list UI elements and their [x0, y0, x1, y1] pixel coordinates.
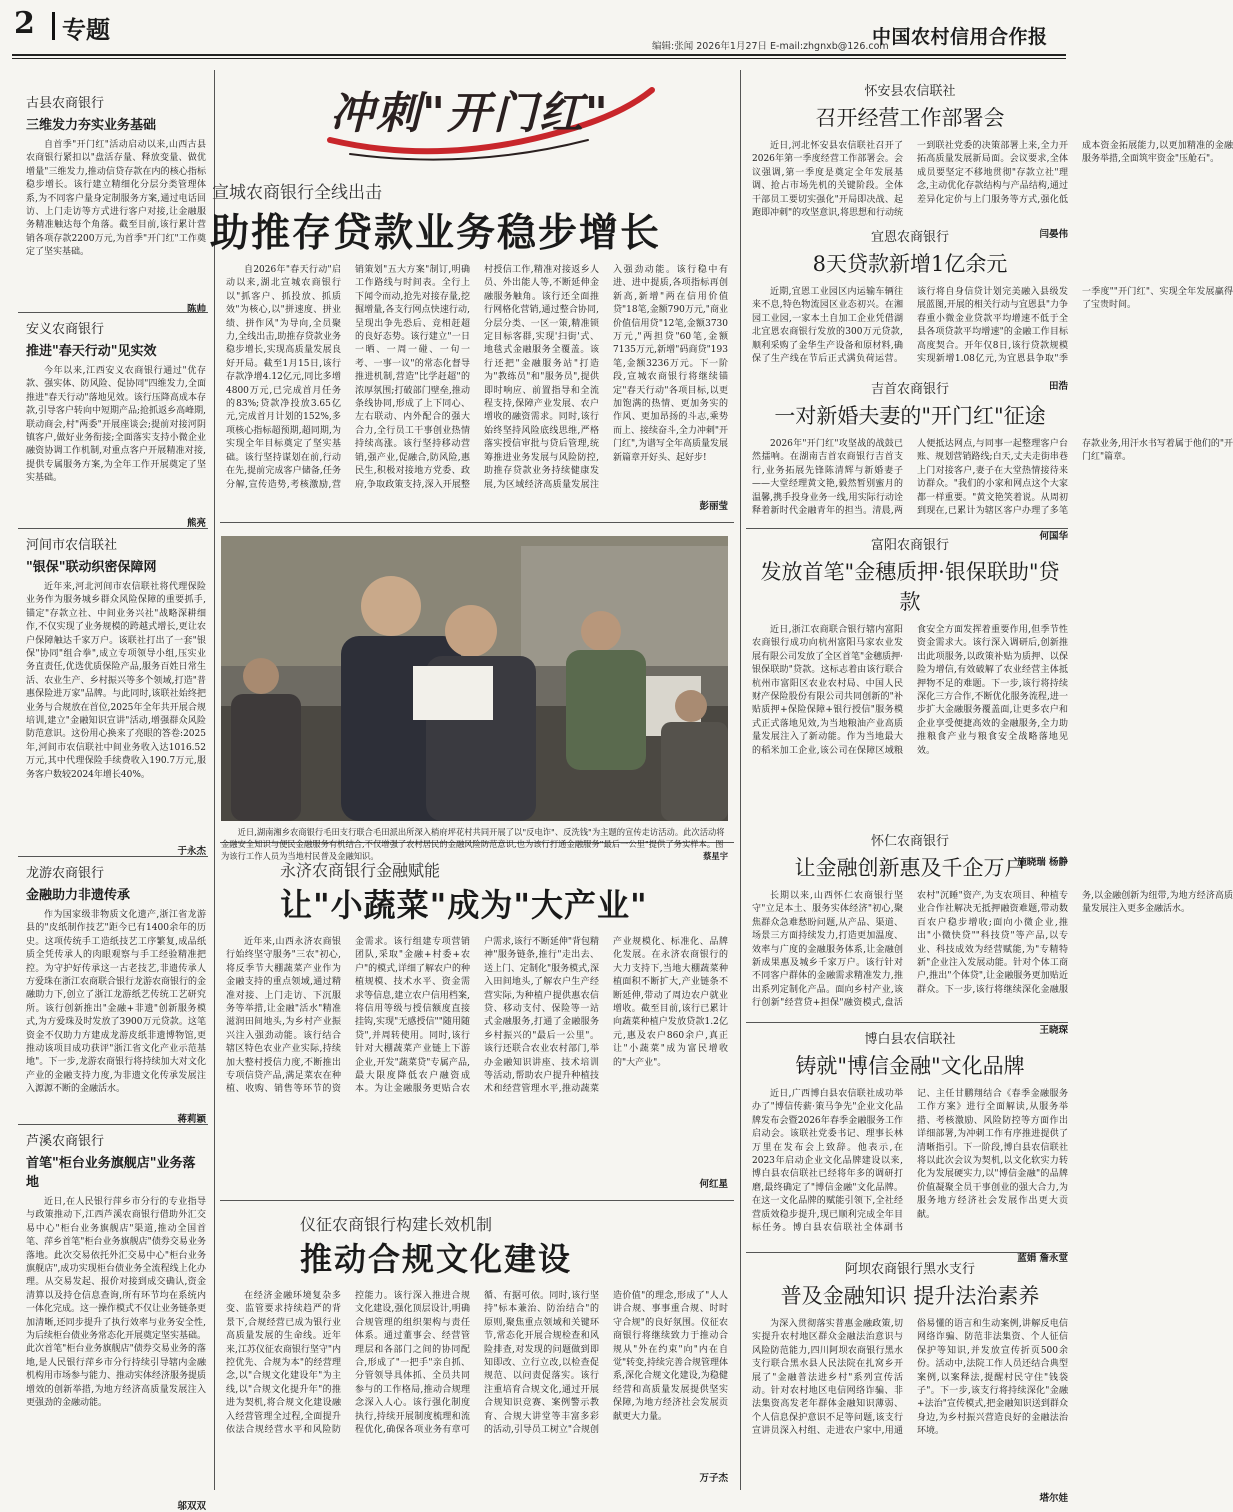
story-byline: 闫晏伟 [1039, 229, 1068, 240]
photo-byline: 蔡星宇 [703, 851, 728, 861]
left-divider-3 [18, 856, 208, 857]
story-headline: "银保"联动织密保障网 [26, 560, 157, 575]
story-kicker: 古县农商银行 [26, 96, 105, 111]
right-story-3 [752, 378, 1233, 542]
middle-story-byline: 何红星 [699, 1179, 728, 1190]
main-story-body: 自2026年"春天行动"启动以来,湖北宣城农商银行以"抓客户、抓投放、抓质效"为核心,以"拼速度、拼业绩、拼作风"为导向,全员聚力,全线出击,助推存贷款业务稳步增长,实现高质量发展良好开局。截至1月15日,该行存款净增4.12亿元,同比多增4800万元,已完成首月任务的83%;贷款净投放3.65亿元,完成首月计划的152%,多项核心指标超预期,超同期,为实现全年目标奠定了坚实基础。该行坚持谋划在前,行动在先,提前完成客户储备,任务分解,宣传造势,考核激励,营销策划"五大方案"制订,明确工作路线与时间表。全行上下闻令而动,抢先对接存量,挖掘增量,各支行网点快速行动,呈现出争先恐后、竞相赶超的良好态势。该行建立"一日一晒、一周一碰、一旬一考、一事一议"的常态化督导推进机制,营造"比学赶超"的浓厚氛围;打破部门壁垒,推动条线协同,形成了上下同心、左右联动、内外配合的强大合力,全行员工干事创业热情持续高涨。该行坚持移动营销,强产业,促融合,防风险,惠民生,积极对接地方党委、政府,争取政策支持,深入开展整村授信工作,精准对接返乡人员、外出能人等,不断延伸金融服务触角。该行还全面推行网格化营销,通过整合协同,分层分类、一区一策,精准锁定目标客群,实现'扫街'式、地毯式金融服务全覆盖。该行还把"金融服务站"打造为"教练员"和"服务员",提供即时响应、前置指导和全流程支持,保障产业发展、农户增收的融资需求。同时,该行始终坚持风险底线思维,严格落实授信审批与贷后管理,统筹推进业务发展与风险防控,助推存贷款业务持续健康发展,为区域经济高质量发展注入强劲动能。该行稳中有进、进中提质,各项指标再创新高,新增"两在信用价值贷"18笔,金额790万元,"商业价值信用贷"12笔,金额3730万元,"两担贷"60笔,金额7135万元,新增"码商贷"193笔,金额3236万元。下一阶段,宣城农商银行将继续锚定"春天行动"各项目标,以更加饱满的热情、更加务实的作风、更加昂扬的斗志,乘势而上、接续奋斗,全力冲刺"开门红",为谱写全年高质量发展新篇章开好头、起好步! [226, 265, 729, 490]
header-rule-thin [12, 58, 1066, 59]
right-column-rule [740, 70, 741, 1490]
story-kicker: 宜恩农商银行 [870, 230, 949, 245]
story-body: 自首季"开门红"活动启动以来,山西古县农商银行紧扣以"盘活存量、释放变量、做优增量"三维发力,推动信贷存款在内的核心指标稳步增长。该行建立精细化分层分类管理体系,为不同客户量身定制服务方案,通过电话回访、上门走访等方式进行客户对接,让金融服务精准触达每个角落。截至目前,该行累计营销各项存款2200万元,为首季"开门红"工作奠定了坚实基础。 [26, 140, 206, 258]
left-story-1 [26, 92, 206, 315]
story-kicker: 吉首农商银行 [870, 382, 949, 397]
banner-title: 冲刺"开门红" [330, 88, 610, 139]
right-story-6 [752, 1028, 1068, 1264]
main-headline: 助推存贷款业务稳步增长 [210, 210, 662, 256]
middle-story-body: 近年来,山西永济农商银行始终坚守服务"三农"初心,将反季节大棚蔬菜产业作为金融支持的重点领域,通过精准对接、上门走访、下沉服务等举措,让金融"活水"精准滋润田间地头,为乡村产业振兴注入强劲动能。该行结合辖区特色农业产业实际,持续加大整村授信力度,不断推出专项信贷产品,满足菜农在种植、收购、销售等环节的资金需求。该行组建专项营销团队,采取"金融+村委+农户"的模式,详细了解农户的种植规模、技术水平、资金需求等信息,建立农户信用档案,将信用等级与授信额度直接挂钩,实现"无感授信""随用随贷",并周转使用。同时,该行针对大棚蔬菜产业链上下游企业,开发"蔬菜贷"专属产品,最大限度降低农户融资成本。为让金融服务更贴合农户需求,该行不断延伸"背包精神"服务链条,推行"走出去、送上门、定制化"服务模式,深入田间地头,了解农户生产经营实际,为种植户提供惠农信贷、移动支付、保险等一站式金融服务,打通了金融服务乡村振兴的"最后一公里"。该行还联合农业农村部门,举办金融知识讲座、技术培训等活动,帮助农户提升种植技术和经营管理水平,推动蔬菜产业规模化、标准化、品牌化发展。在永济农商银行的大力支持下,当地大棚蔬菜种植面积不断扩大,产业链条不断延伸,带动了周边农户就业增收。截至目前,该行已累计向蔬菜种植户发放贷款1.2亿元,惠及农户860余户,真正让"小蔬菜"成为富民增收的"大产业"。 [226, 937, 728, 1095]
story-kicker: 安义农商银行 [26, 322, 105, 337]
story-body: 近日,浙江农商联合银行辖内富阳农商银行成功向杭州富阳马家农业发展有限公司发放了全区首笔"金穗质押·银保联助"贷款。这标志着由该行联合杭州市富阳区农业农村局、中国人民财产保险股份有限公司共同创新的"补贴质押+保险保障+银行授信"服务模式正式落地见效,为当地粮油产业高质量发展注入了新动能。作为当地最大的稻米加工企业,该公司在保障区域粮食安全方面发挥着重要作用,但季节性资金需求大。该行深入调研后,创新推出此项服务,以政策补贴为质押、以保险为增信,有效破解了农业经营主体抵押物不足的难题。下一步,该行将持续深化三方合作,不断优化服务流程,进一步扩大金融服务覆盖面,让更多农户和企业享受便捷高效的金融服务,全力助推粮食产业与粮食安全战略落地见效。 [752, 625, 1068, 756]
story-body: 近日,河北怀安县农信联社召开了2026年第一季度经营工作部署会。会议强调,第一季度是奠定全年发展基调、抢占市场先机的关键阶段。全体干部员工要切实强化"开局即决战、起跑即冲刺"的攻坚意识,将思想和行动统一到联社党委的决策部署上来,全力开拓高质量发展新局面。会议要求,全体成员要坚定不移地贯彻"存款立社"理念,主动优化存款结构与产品结构,通过差异化定价与上门服务等方式,强化低成本资金拓展能力,以更加精准的金融服务举措,全面筑牢资金"压舱石"。 [752, 141, 1233, 219]
middle-kicker: 永济农商银行金融赋能 [280, 861, 441, 880]
story-kicker: 怀仁农商银行 [870, 834, 949, 849]
left-divider-4 [18, 1124, 208, 1125]
story-kicker: 芦溪农商银行 [26, 1134, 105, 1149]
story-byline: 田浩 [1048, 381, 1068, 392]
story-kicker: 河间市农信联社 [26, 538, 118, 553]
story-body: 长期以来,山西怀仁农商银行坚守"立足本土、服务实体经济"初心,聚焦群众急难愁盼问题,从产品、渠道、场景三方面持续发力,打造更加温度、效率与广度的金融服务体系,让金融创新成果惠及城乡千家万户。该行针对不同客户群体的金融需求精准发力,推出系列定制化产品。面向乡村产业,该行创新"经营贷+担保"融资模式,盘活农村"沉睡"资产,为支农项目、种植专业合作社解决无抵押融资难题,带动数百农户稳步增收;面向小微企业,推出"小微快贷""科技贷"等产品,以专业、科技成效为经营赋能,为"专精特新"企业注入发展动能。针对个体工商户,推出"个体贷",让金融服务更加贴近群众。下一步,该行将继续深化金融服务,以金融创新为纽带,为地方经济高质量发展注入更多金融活水。 [752, 891, 1233, 1009]
story-headline: 一对新婚夫妻的"开门红"征途 [774, 404, 1046, 428]
story-body: 作为国家级非物质文化遗产,浙江省龙游县的"皮纸制作技艺"距今已有1400余年的历史。这项传统手工造纸技艺工序繁复,成品纸质全凭传承人的肉眼观察与手工经验精准把控。为守护好传承这一古老技艺,非遗传承人方爱珠在浙江农商联合银行龙游农商银行的金融助力下,创立了浙江龙游纸艺传统工艺研究所。该行创新推出"金融+非遗"创新服务模式,为方爱珠及时发放了3900万元贷款。这笔资金不仅助力方建成龙游皮纸非遗博物馆,更推动该项目成功获评"浙江省文化产业示范基地"。下一步,龙游农商银行将持续加大对文化产业的金融支持力度,为非遗文化传承发展注入源源不断的金融活水。 [26, 910, 207, 1095]
left-story-3 [26, 534, 206, 857]
photo-illustration [221, 536, 728, 821]
bottom-story [226, 1290, 728, 1488]
page-number: 2 [14, 6, 35, 41]
right-divider-2 [746, 1022, 1068, 1023]
story-headline: 金融助力非遗传承 [26, 888, 131, 903]
story-byline: 熊亮 [186, 518, 206, 529]
page-header [0, 0, 1078, 62]
middle-headline: 让"小蔬菜"成为"大产业" [280, 886, 648, 924]
middle-story [226, 936, 728, 1194]
right-divider-3 [746, 1252, 1068, 1253]
left-column-rule [214, 70, 215, 1490]
story-headline: 发放首笔"金穗质押·银保联助"贷款 [760, 560, 1060, 614]
story-body: 近年来,河北河间市农信联社将代理保险业务作为服务城乡群众风险保障的重要抓手,锚定"存款立社、中间业务兴社"战略深耕细作,不仅实现了业务规模的跨越式增长,更让农户保障触达千家万户。该联社打出了一套"银保"协同"组合拳",成立专项领导小组,压实业务直责任,优选优质保险产品,服务百姓日常生活、农业生产、乡村振兴等多个领域,打造"普惠保险进万家"品牌。与此同时,该联社始终把业务与合规放在首位,2025年全年共开展合规培训,建立"金融知识宣讲"活动,增强群众风险防范意识。这份用心换来了亮眼的答卷:2025年,河间市农信联社中间业务收入达1016.52万元,其中代理保险手续费收入190.7万元,服务客户数较2024年增长40%。 [26, 582, 206, 780]
story-headline: 首笔"柜台业务旗舰店"业务落地 [26, 1156, 196, 1190]
story-byline: 陈帅 [186, 304, 206, 315]
left-divider-2 [18, 528, 208, 529]
story-byline: 施晓瑞 杨静 [1017, 857, 1068, 868]
photo-caption-text: 近日,湖南湘乡农商银行毛田支行联合毛田派出所深入梢府坪花村共同开展了以"反电诈"、反洗钱"为主题的宣传走访活动。此次活动将金融安全知识与便民金融服务有机结合,不仅增强了农村居民的金融风险防范意识,也为该行打通金融服务"最后一公里"提供了务实样本。图为该行工作人员为当地村民普及金融知识。 [221, 827, 725, 861]
editor-line: 编辑:张闻 2026年1月27日 E-mail:zhgnxb@126.com [652, 41, 889, 52]
banner-logo [320, 70, 660, 174]
story-byline: 蓝娟 詹永堂 [1017, 1253, 1068, 1264]
bottom-story-byline: 万子杰 [699, 1473, 728, 1484]
main-story [226, 264, 728, 516]
photo-caption [221, 826, 728, 862]
main-story-bottom-rule [220, 522, 734, 523]
page-number-divider [52, 12, 55, 40]
story-headline: 召开经营工作部署会 [815, 106, 1005, 130]
story-byline: 王晓琛 [1039, 1025, 1068, 1036]
story-byline: 邬双双 [177, 1501, 206, 1512]
story-headline: 三维发力夯实业务基础 [26, 118, 157, 133]
story-headline: 推进"春天行动"见实效 [26, 344, 157, 359]
story-kicker: 富阳农商银行 [870, 538, 949, 553]
main-story-byline: 彭丽莹 [699, 501, 728, 512]
story-kicker: 博白县农信联社 [864, 1032, 956, 1047]
left-story-2 [26, 318, 206, 529]
right-divider-1 [746, 528, 1068, 529]
right-story-7 [752, 1258, 1068, 1504]
story-body: 2026年"开门红"攻坚战的战鼓已然擂响。在湖南吉首农商银行吉首支行,业务拓展先锋陈清辉与新婚妻子——大堂经理黄文艳,毅然暂别蜜月的温馨,携手投身业务一线,用实际行动诠释着新时代金融青年的担当。清晨,两人便抵达网点,与同事一起整理客户台账、规划营销路线;白天,丈夫走街串巷上门对接客户,妻子在大堂热情接待来访群众。"我们的小家和网点这个大家都一样重要。"黄文艳笑着说。从周初到现在,已累计为辖区客户办理了多笔存款业务,用汗水书写着属于他们的"开门红"篇章。 [752, 439, 1233, 517]
story-byline: 何国华 [1039, 531, 1068, 542]
story-byline: 于永杰 [177, 846, 206, 857]
story-kicker: 龙游农商银行 [26, 866, 105, 881]
header-rule-thick [12, 54, 1066, 56]
bottom-kicker: 仪征农商银行构建长效机制 [300, 1215, 493, 1234]
newspaper-name: 中国农村信用合作报 [872, 26, 1048, 48]
banner-swoosh-graphic [320, 70, 660, 174]
story-body: 今年以来,江西安义农商银行通过"优存款、强实体、防风险、促协同"四维发力,全面推进"春天行动"落地见效。该行压降高成本存款,引导客户转向中短期产品;抢抓返乡高峰期,联动商会,村"两委"开展座谈会;提前对接河阴镇客户,做好业务衔接;全面落实支持小微企业融资协调工作机制,对重点客户开展精准对接,提供专属服务方案,为全年工作开展奠定了坚实基础。 [26, 366, 206, 484]
story-byline: 塔尔娃 [1039, 1493, 1068, 1504]
bottom-story-body: 在经济金融环境复杂多变、监管要求持续趋严的背景下,合规经营已成为银行业高质量发展的生命线。近年来,江苏仪征农商银行坚守"内控优先、合规为本"的经营理念,以"合规文化建设年"为主线,以"合规文化提升年"的推进为契机,将合规文化建设融入经营管理全过程,全面提升依法合规经营水平和风险防控能力。该行深入推进合规文化建设,强化顶层设计,明确合规管理的组织架构与责任体系。通过董事会、经营管理层和各部门之间的协同配合,形成了"一把手"亲自抓、分管领导具体抓、全员共同参与的工作格局,推动合规理念深入人心。该行强化制度执行,持续开展制度梳理和流程优化,确保各项业务有章可循、有据可依。同时,该行坚持"标本兼治、防治结合"的原则,聚焦重点领域和关键环节,常态化开展合规检查和风险排查,对发现的问题做到即知即改、立行立改,以检查促规范、以问责促落实。该行注重培育合规文化,通过开展合规知识竞赛、案例警示教育、合规大讲堂等丰富多彩的活动,引导员工树立"合规创造价值"的理念,形成了"人人讲合规、事事重合规、时时守合规"的良好氛围。仪征农商银行将继续致力于推动合规从"外在约束"向"内在自觉"转变,持续完善合规管理体系,深化合规文化建设,为稳健经营和高质量发展提供坚实保障,为地方经济社会发展贡献更大力量。 [226, 1291, 729, 1436]
story-headline: 让金融创新惠及千企万户 [794, 856, 1026, 880]
news-photo [221, 536, 728, 821]
main-kicker: 宣城农商银行全线出击 [212, 183, 382, 203]
left-story-5 [26, 1130, 207, 1512]
story-headline: 普及金融知识 提升法治素养 [780, 1284, 1040, 1308]
left-divider-1 [18, 312, 208, 313]
story-kicker: 怀安县农信联社 [864, 84, 956, 99]
story-byline: 蒋莉颖 [177, 1114, 206, 1125]
story-headline: 8天贷款新增1亿余元 [812, 252, 1008, 276]
story-headline: 铸就"博信金融"文化品牌 [795, 1054, 1025, 1078]
section-title: 专题 [62, 16, 110, 44]
story-body: 近日,广西博白县农信联社成功举办了"博信传薪·策马争先"企业文化品牌发布会暨2026年春季金融服务工作启动会。该联社党委书记、理事长林万里在发布会上致辞。他表示,在2023年启动企业文化品牌建设以来,博白县农信联社已经将年多的调研打磨,最终确定了"博信金融"文化品牌。在这一文化品牌的赋能引领下,全社经营质效稳步提升,现已顺利完成全年目标任务。博白县农信联社全体副书记、主任甘鹏翔结合《春季金融服务工作方案》进行全面解读,从服务举措、考核激励、风险防控等方面作出详细部署,为冲刺工作有序推进提供了清晰指引。下一阶段,博白县农信联社将以此次会议为契机,以文化软实力转化为发展硬实力,以"博信金融"的品牌价值凝聚全员干事创业的强大合力,为服务地方经济社会发展作出更大贡献。 [752, 1089, 1068, 1234]
middle-story-bottom-rule [220, 1200, 734, 1201]
right-story-5 [752, 830, 1233, 1036]
left-story-4 [26, 862, 207, 1125]
story-body: 近日,在人民银行萍乡市分行的专业指导与政策推动下,江西芦溪农商银行借助外汇交易中心"柜台业务旗舰店"渠道,推动全国首笔、萍乡首笔"柜台业务旗舰店"债券交易业务落地。此次交易依托外汇交易中心"柜台业务旗舰店",成功实现柜台债业务全流程线上化办理。从交易发起、报价对接到成交确认,资金清算以及持仓信息查询,所有环节均在系统内一体化完成。这一操作模式不仅让业务链条更加清晰,还同步提升了执行效率与业务安全性,为后续柜台债业务常态化开展奠定坚实基础。此次首笔"柜台业务旗舰店"债券交易业务的落地,是人民银行萍乡市分行持续引导辖内金融机构用市场参与能力、推动实体经济服务提质增效的创新举措,为地方经济高质量发展注入更强劲的金融动能。 [26, 1197, 207, 1409]
story-body: 近期,宜恩工业园区内运输车辆往来不息,特色物流园区业态初兴。在湘园工业园,一家本土自加工企业凭借湖北宜恩农商银行发放的300万元贷款,顺利采购了金华生产设备和原材料,确保了生产线在节后正式满负荷运营。该行将自身信贷计划完美融入县级发展蓝图,开展的相关行动与宜恩县"力争春重小微金业贷款平均增速不低于全县各项贷款平均增速"的金融工作目标高度契合。开年仅8日,该行贷款规模实现新增1.08亿元,为宜恩县争取"季一季度""开门红"、实现全年发展赢得了宝贵时间。 [752, 287, 1233, 365]
story-kicker: 阿坝农商银行黑水支行 [844, 1262, 975, 1277]
story-body: 为深入贯彻落实普惠金融政策,切实提升农村地区群众金融法治意识与风险防范能力,四川阿坝农商银行黑水支行联合黑水县人民法院在扎窝乡开展了"金融普法进乡村"系列宣传活动。针对农村地区电信网络诈骗、非法集资高发老年群体金融知识薄弱、个人信息保护意识不足等问题,该支行宣讲员深入村组、走进农户家中,用通俗易懂的语言和生动案例,讲解反电信网络诈骗、防范非法集资、个人征信保护等知识,并发放宣传折页500余份。活动中,法院工作人员还结合典型案例,以案释法,提醒村民守住"钱袋子"。下一步,该支行将持续深化"金融+法治"宣传模式,把金融知识送到群众身边,为乡村振兴营造良好的金融法治环境。 [752, 1319, 1068, 1437]
bottom-headline: 推动合规文化建设 [300, 1240, 573, 1278]
